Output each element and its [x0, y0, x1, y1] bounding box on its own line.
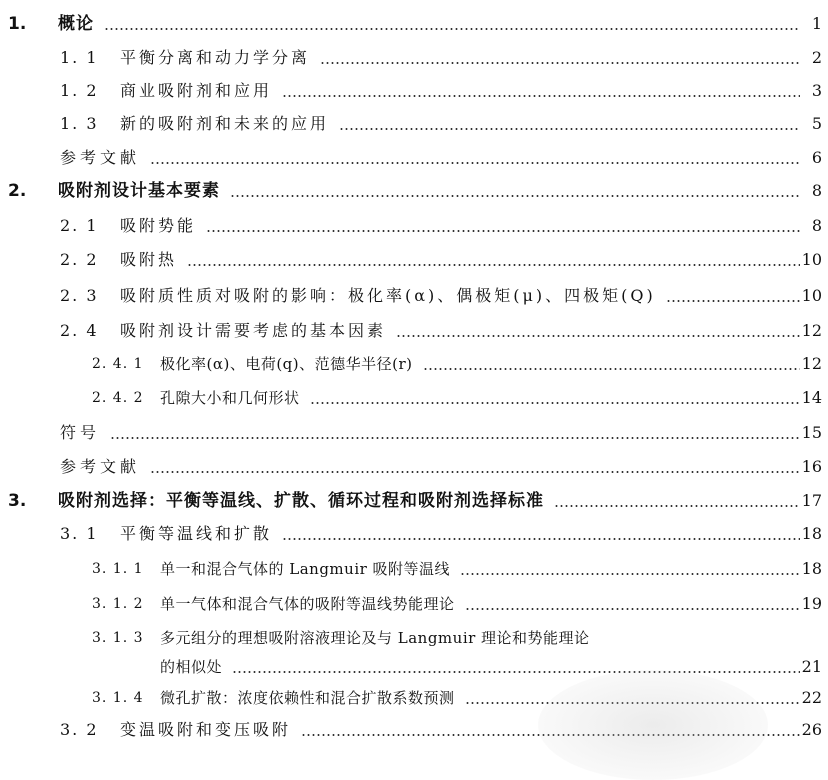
toc-entry-title: 的相似处	[160, 658, 223, 676]
toc-leader-dots	[460, 573, 800, 575]
toc-leader-dots	[423, 368, 800, 370]
toc-entry-number: 3. 1	[60, 524, 99, 543]
toc-entry-title: 变温吸附和变压吸附	[120, 720, 292, 739]
toc-entry	[0, 10, 828, 38]
toc-entry-page: 22	[801, 688, 822, 707]
toc-entry-number: 3. 2	[60, 720, 99, 739]
toc-leader-dots	[320, 62, 800, 64]
toc-leader-dots	[187, 264, 800, 266]
toc-entry-title: 吸附剂设计需要考虑的基本因素	[120, 321, 387, 340]
toc-entry-title: 吸附势能	[120, 216, 197, 235]
toc-entry-number: 2. 4. 1	[92, 356, 144, 372]
toc-leader-dots	[232, 671, 800, 673]
toc-entry	[0, 212, 828, 240]
toc-entry-page: 12	[801, 321, 822, 340]
toc-entry	[0, 317, 828, 345]
toc-entry-page: 10	[801, 250, 822, 269]
toc-entry-number: 2. 2	[60, 250, 99, 269]
toc-entry	[0, 282, 828, 310]
toc-entry-page: 1	[811, 14, 822, 33]
toc-entry	[0, 453, 828, 481]
toc-entry	[0, 350, 828, 378]
toc-entry-page: 14	[801, 388, 822, 407]
toc-entry-page: 3	[811, 81, 822, 100]
toc-entry-page: 18	[801, 559, 822, 578]
toc-entry-number: 2. 4	[60, 321, 99, 340]
toc-entry-title: 概论	[58, 14, 94, 34]
toc-entry	[0, 624, 828, 652]
toc-leader-dots	[282, 538, 800, 540]
toc-entry	[0, 177, 828, 205]
toc-entry	[0, 419, 828, 447]
toc-entry-number: 3. 1. 4	[92, 690, 144, 706]
toc-entry	[0, 110, 828, 138]
toc-entry-title: 孔隙大小和几何形状	[160, 389, 300, 407]
toc-entry-title: 吸附剂选择：平衡等温线、扩散、循环过程和吸附剂选择标准	[58, 491, 544, 511]
toc-entry-number: 2. 1	[60, 216, 99, 235]
toc-entry-title: 极化率(α)、电荷(q)、范德华半径(r)	[160, 355, 413, 373]
toc-entry-title: 新的吸附剂和未来的应用	[120, 114, 330, 133]
toc-entry-title: 吸附热	[120, 250, 178, 269]
toc-entry-title: 符号	[60, 423, 101, 442]
toc-entry-number: 3. 1. 2	[92, 596, 144, 612]
toc-entry-page: 2	[811, 48, 822, 67]
toc-entry-page: 15	[801, 423, 822, 442]
toc-leader-dots	[666, 300, 800, 302]
toc-entry-number: 2. 3	[60, 286, 99, 305]
toc-entry-title: 吸附剂设计基本要素	[58, 181, 220, 201]
toc-entry-page: 10	[801, 286, 822, 305]
toc-entry-number: 1. 2	[60, 81, 99, 100]
toc-entry-number: 3. 1. 1	[92, 561, 144, 577]
toc-entry-title: 平衡分离和动力学分离	[120, 48, 311, 67]
toc-entry	[0, 246, 828, 274]
toc-entry-page: 5	[811, 114, 822, 133]
toc-entry	[0, 77, 828, 105]
toc-leader-dots	[465, 608, 800, 610]
toc-entry-page: 18	[801, 524, 822, 543]
toc-leader-dots	[554, 505, 800, 507]
toc-leader-dots	[310, 402, 800, 404]
toc-leader-dots	[150, 162, 800, 164]
toc-entry	[0, 487, 828, 515]
toc-entry-title: 微孔扩散：浓度依赖性和混合扩散系数预测	[160, 689, 455, 707]
toc-entry-page: 16	[801, 457, 822, 476]
watermark-logo	[538, 670, 768, 780]
toc-entry-title: 吸附质性质对吸附的影响：极化率(α)、偶极矩(μ)、四极矩(Q)	[120, 286, 656, 305]
toc-entry-page: 19	[801, 594, 822, 613]
toc-leader-dots	[150, 471, 800, 473]
toc-entry-page: 8	[811, 181, 822, 200]
toc-leader-dots	[104, 28, 800, 30]
toc-entry-page: 8	[811, 216, 822, 235]
toc-entry	[0, 590, 828, 618]
toc-entry	[0, 44, 828, 72]
toc-entry-title: 参考文献	[60, 148, 141, 167]
toc-entry	[0, 520, 828, 548]
toc-entry-title: 参考文献	[60, 457, 141, 476]
toc-entry-page: 17	[801, 491, 822, 510]
toc-leader-dots	[230, 195, 800, 197]
toc-entry-page: 26	[801, 720, 822, 739]
toc-leader-dots	[396, 335, 800, 337]
toc-entry-number: 3.	[8, 491, 27, 511]
toc-entry-title: 多元组分的理想吸附溶液理论及与 Langmuir 理论和势能理论	[160, 629, 590, 647]
toc-entry-page: 21	[801, 657, 822, 676]
toc-entry-page: 12	[801, 354, 822, 373]
toc-entry	[0, 384, 828, 412]
toc-leader-dots	[110, 437, 800, 439]
toc-entry-title: 单一和混合气体的 Langmuir 吸附等温线	[160, 560, 451, 578]
toc-entry-page: 6	[811, 148, 822, 167]
toc-entry-title: 单一气体和混合气体的吸附等温线势能理论	[160, 595, 455, 613]
toc-leader-dots	[206, 230, 800, 232]
toc-entry-number: 1.	[8, 14, 27, 34]
toc-entry-number: 2. 4. 2	[92, 390, 144, 406]
toc-entry-number: 1. 3	[60, 114, 99, 133]
toc-entry	[0, 555, 828, 583]
toc-leader-dots	[339, 128, 800, 130]
toc-entry-title: 商业吸附剂和应用	[120, 81, 273, 100]
toc-entry-number: 3. 1. 3	[92, 630, 144, 646]
toc-entry	[0, 144, 828, 172]
toc-entry-title: 平衡等温线和扩散	[120, 524, 273, 543]
toc-entry-number: 2.	[8, 181, 27, 201]
toc-leader-dots	[282, 95, 800, 97]
toc-entry-number: 1. 1	[60, 48, 99, 67]
